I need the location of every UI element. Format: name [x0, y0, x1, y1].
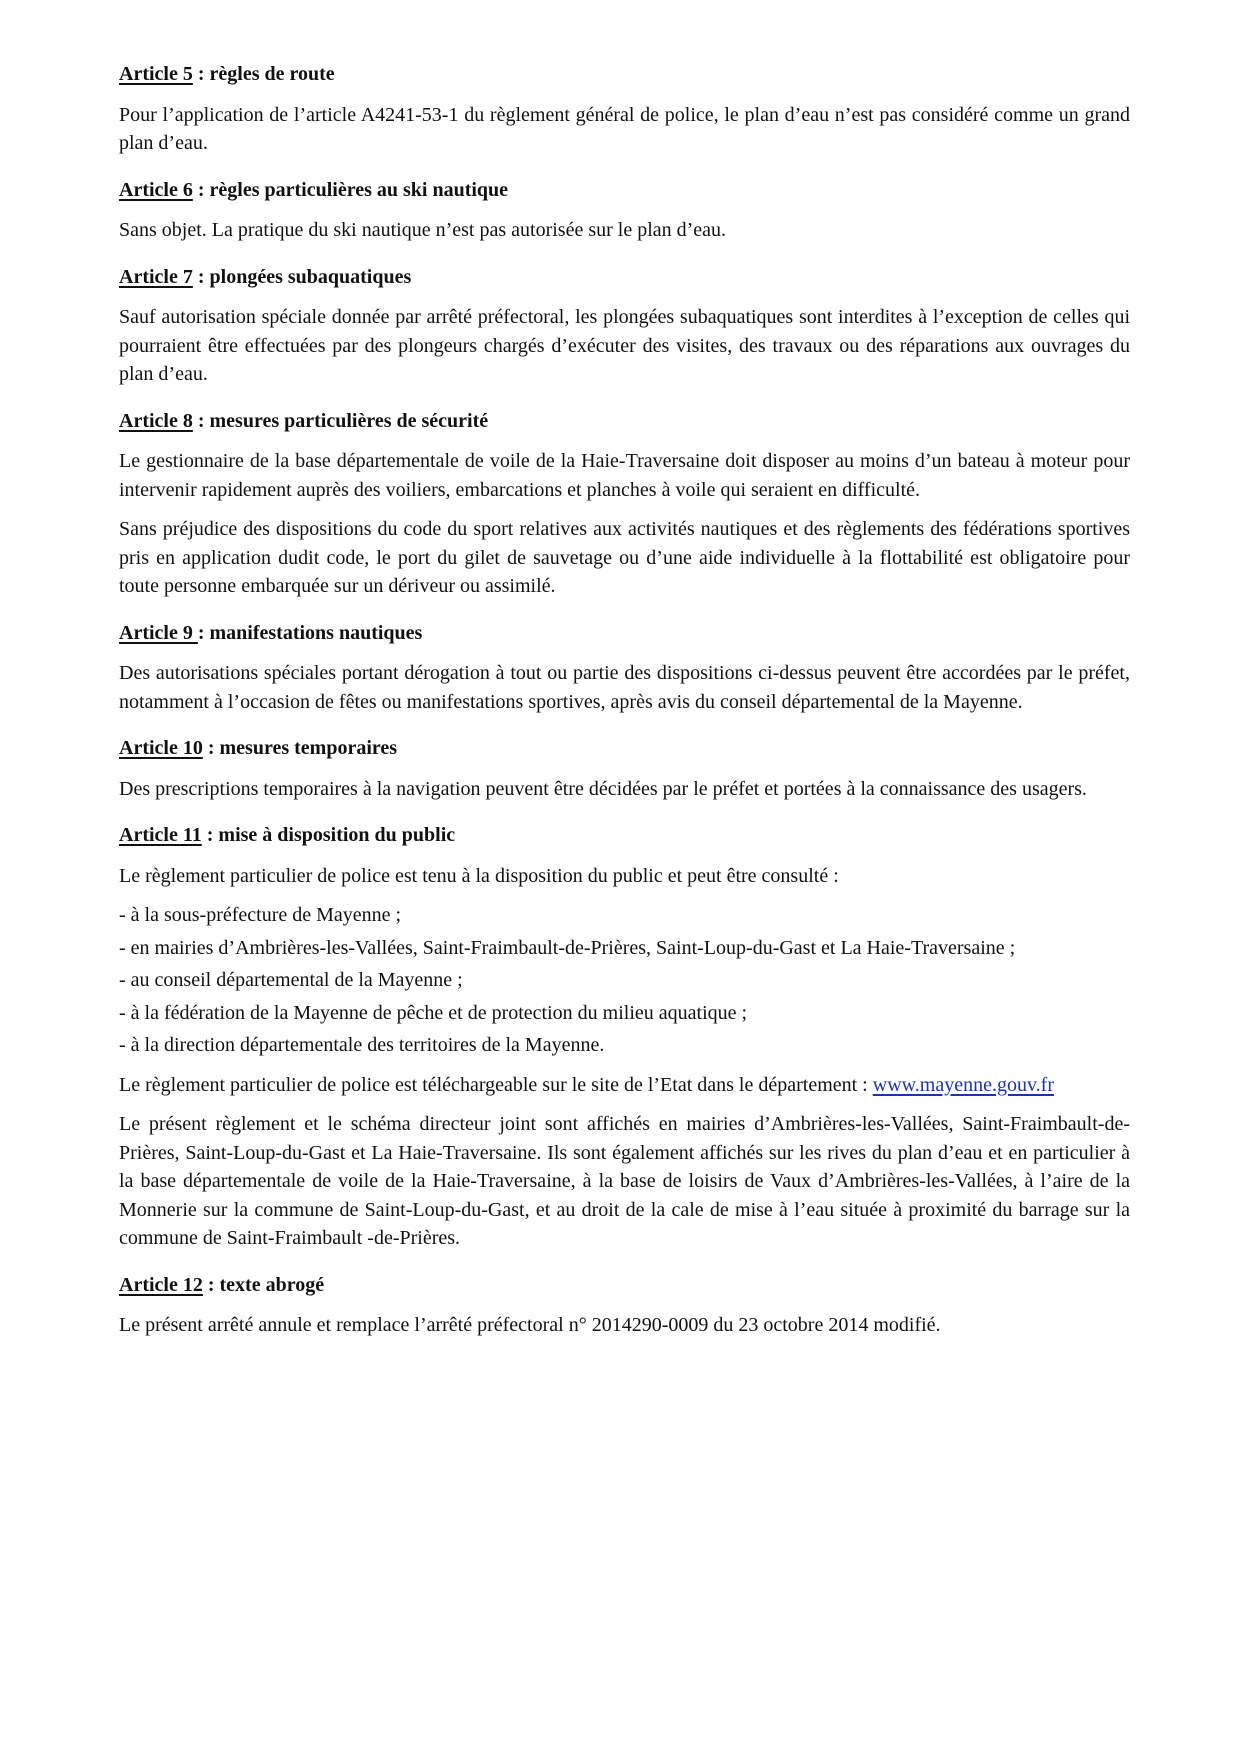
document-page	[119, 60, 1130, 1358]
article-11	[119, 821, 1130, 1253]
article-number: Article 10	[119, 737, 203, 759]
article-heading	[119, 1271, 1130, 1300]
article-10	[119, 734, 1130, 803]
article-title: : texte abrogé	[202, 1273, 325, 1296]
article-paragraph: Sauf autorisation spéciale donnée par arrêté préfectoral, les plongées subaquatiques sont interdites à l’exception de celles qui pourraient être effectuées par des plongeurs chargés d’exécuter des visites, des travaux ou des réparations aux ouvrages du plan d’eau.	[119, 306, 1130, 385]
article-number: Article 11	[119, 824, 202, 846]
list-item: - en mairies d’Ambrières-les-Vallées, Saint-Fraimbault-de-Prières, Saint-Loup-du-Gast et La Haie-Traversaine ;	[119, 936, 1016, 959]
article-5	[119, 60, 1130, 158]
article-title: : mesures particulières de sécurité	[192, 409, 489, 432]
article-number: Article 5	[119, 63, 193, 85]
article-number: Article 6	[119, 178, 193, 201]
article-number: Article 9	[119, 621, 198, 644]
article-paragraph: Sans objet. La pratique du ski nautique n’est pas autorisée sur le plan d’eau.	[119, 219, 727, 241]
list-item: - à la sous-préfecture de Mayenne ;	[119, 904, 402, 926]
article-title: : règles particulières au ski nautique	[192, 178, 509, 201]
article-heading	[119, 619, 1130, 648]
article-7	[119, 263, 1130, 389]
article-paragraph: Pour l’application de l’article A4241-53-1 du règlement général de police, le plan d’eau n’est pas considéré comme un grand plan d’eau.	[119, 103, 1130, 154]
article-heading	[119, 734, 1130, 763]
article-number: Article 7	[119, 265, 193, 288]
article-title: : manifestations nautiques	[197, 621, 423, 644]
article-paragraph: Des prescriptions temporaires à la navigation peuvent être décidées par le préfet et portées à la connaissance des usagers.	[119, 777, 1087, 800]
article-title: : mesures temporaires	[202, 737, 398, 759]
article-9	[119, 619, 1130, 717]
download-paragraph	[119, 1071, 1130, 1100]
article-paragraph: Le gestionnaire de la base départementale de voile de la Haie-Traversaine doit disposer au moins d’un bateau à moteur pour intervenir rapidement auprès des voiliers, embarcations et planches à voile qui seraient en difficulté.	[119, 450, 1130, 501]
article-8	[119, 407, 1130, 601]
article-paragraph: Le règlement particulier de police est tenu à la disposition du public et peut être consulté :	[119, 864, 839, 887]
article-number: Article 8	[119, 409, 193, 432]
list-item: - à la direction départementale des territoires de la Mayenne.	[119, 1034, 605, 1056]
article-heading	[119, 263, 1130, 292]
article-number: Article 12	[119, 1273, 203, 1296]
website-link[interactable]: www.mayenne.gouv.fr	[872, 1073, 1054, 1096]
article-paragraph: Sans préjudice des dispositions du code du sport relatives aux activités nautiques et des règlements des fédérations sportives pris en application dudit code, le port du gilet de sauvetage ou d’une aide individuelle à la flottabilité est obligatoire pour toute personne embarquée sur un dériveur ou assimilé.	[119, 518, 1130, 597]
article-paragraph: Le présent arrêté annule et remplace l’arrêté préfectoral n° 2014290-0009 du 23 octobre 2014 modifié.	[119, 1314, 941, 1336]
consultation-list	[119, 901, 1130, 1060]
article-paragraph: Le présent règlement et le schéma directeur joint sont affichés en mairies d’Ambrières-les-Vallées, Saint-Fraimbault-de-Prières, Saint-Loup-du-Gast et La Haie-Traversaine. Ils sont également affichés sur les rives du plan d’eau et en particulier à la base départementale de voile de la Haie-Traversaine, à la base de loisirs de Vaux d’Ambrières-les-Vallées, à l’aire de la Monnerie sur la commune de Saint-Loup-du-Gast, et au droit de la cale de mise à l’eau située à proximité du barrage sur la commune de Saint-Fraimbault -de-Prières.	[119, 1113, 1130, 1249]
list-item: - au conseil départemental de la Mayenne ;	[119, 969, 463, 991]
article-title: : mise à disposition du public	[201, 824, 456, 846]
article-heading	[119, 407, 1130, 436]
article-6	[119, 176, 1130, 245]
article-12	[119, 1271, 1130, 1340]
download-text: Le règlement particulier de police est téléchargeable sur le site de l’Etat dans le département :	[119, 1073, 868, 1096]
article-title: : règles de route	[192, 63, 335, 85]
article-title: : plongées subaquatiques	[192, 265, 412, 288]
article-heading	[119, 821, 1130, 850]
article-heading	[119, 60, 1130, 89]
list-item: - à la fédération de la Mayenne de pêche et de protection du milieu aquatique ;	[119, 1001, 748, 1024]
article-paragraph: Des autorisations spéciales portant dérogation à tout ou partie des dispositions ci-dessus peuvent être accordées par le préfet, notamment à l’occasion de fêtes ou manifestations sportives, après avis du conseil départemental de la Mayenne.	[119, 662, 1130, 713]
article-heading	[119, 176, 1130, 205]
